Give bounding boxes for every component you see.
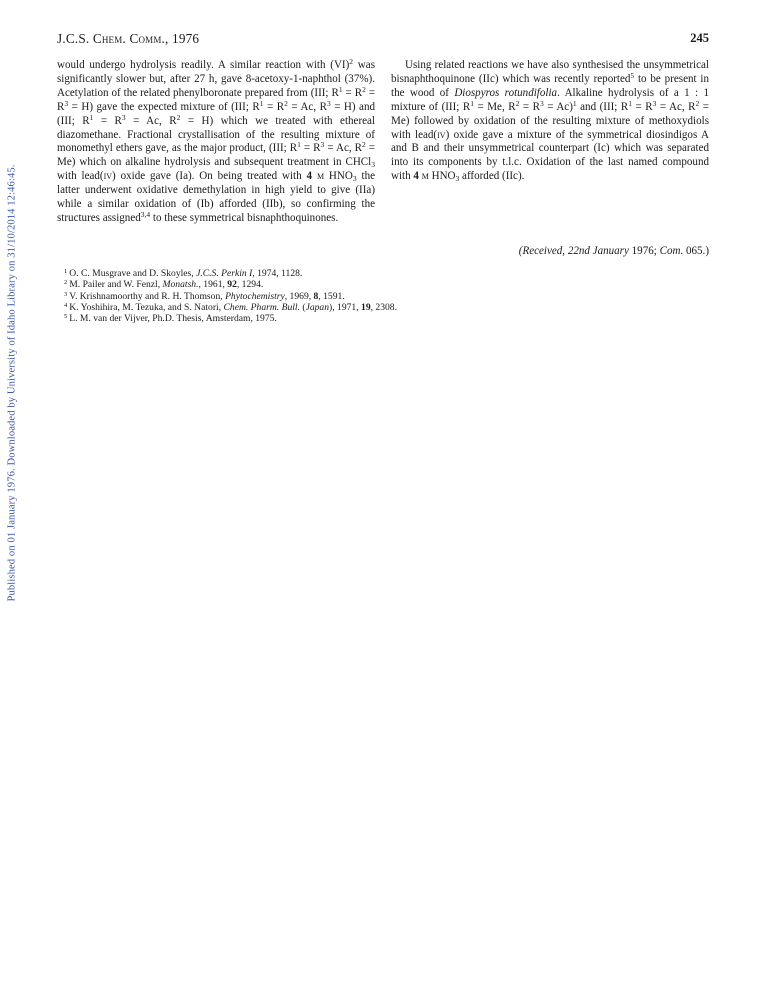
right-column	[391, 59, 709, 184]
reference-2: $^2$ M. Pailer and W. Fenzl, Monatsh., 1961, 92, 1294.	[64, 279, 264, 291]
journal-title: J.C.S. Chem. Comm., 1976	[57, 31, 200, 46]
page-number: 245	[690, 31, 709, 45]
download-sidebar-text[interactable]: Published on 01 January 1976. Downloaded by University of Idaho Library on 31/10/2014 12:46:45.	[6, 164, 18, 602]
reference-5: $^5$ L. M. van der Vijver, Ph.D. Thesis, Amsterdam, 1975.	[64, 313, 277, 325]
left-column	[57, 59, 375, 226]
reference-4: $^4$ K. Yoshihira, M. Tezuka, and S. Natori, Chem. Pharm. Bull. (Japan), 1971, 19, 2308.	[64, 301, 397, 313]
left-paragraph: would undergo hydrolysis readily. A similar reaction with (VI)$^2$ was significantly slower but, after 27 h, gave 8-acetoxy-1-naphthol (37%). Acetylation of the related phenylboronate prepared from (III; $R^1 = R^2 = R^3 = H$) gave the expected mixture of (III; $R^1 = R^2 = Ac$, $R^3 = H$) and (III; $R^1 = R^3 = Ac$, $R^2 = H$) which we treated with ethereal diazomethane. Fractional crystallisation of the resulting mixture of monomethyl ethers gave, as the major product, (III; $R^1 = R^3 = Ac$, $R^2 = Me$) which on alkaline hydrolysis and subsequent treatment in CHCl$_3$ with lead(iv) oxide gave (Ia). On being treated with 4 m $HNO_3$ the latter underwent oxidative demethylation in high yield to give (IIa) while a similar oxidation of (Ib) afforded (IIb), so confirming the structures assigned$^{3,4}$ to these symmetrical bisnaphthoquinones.	[57, 57, 376, 224]
right-paragraph: Using related reactions we have also synthesised the unsymmetrical bisnaphthoquinone (IIc) which was recently reported$^5$ to be present in the wood of Diospyros rotundifolia. Alkaline hydrolysis of a 1 : 1 mixture of (III; $R^1 = Me$, $R^2 = R^3 = Ac)^1$ and (III; $R^1 = R^3 = Ac$, $R^2 = Me$) followed by oxidation of the resulting mixture of methoxydiols with lead(iv) oxide gave a mixture of the symmetrical diosindigos A and B and their unsymmetrical counterpart (Ic) which was separated into its components by t.l.c. Oxidation of the last named compound with 4 m $HNO_3$ afforded (IIc).	[391, 59, 710, 184]
received-line: (Received, 22nd January 1976; Com. 065.)	[518, 245, 709, 257]
references	[64, 268, 704, 324]
reference-3: $^3$ V. Krishnamoorthy and R. H. Thomson, Phytochemistry, 1969, 8, 1591.	[64, 290, 345, 302]
download-sidebar[interactable]	[6, 153, 18, 613]
reference-1: $^1$ O. C. Musgrave and D. Skoyles, J.C.S. Perkin I, 1974, 1128.	[64, 268, 303, 279]
page-header	[57, 31, 709, 49]
